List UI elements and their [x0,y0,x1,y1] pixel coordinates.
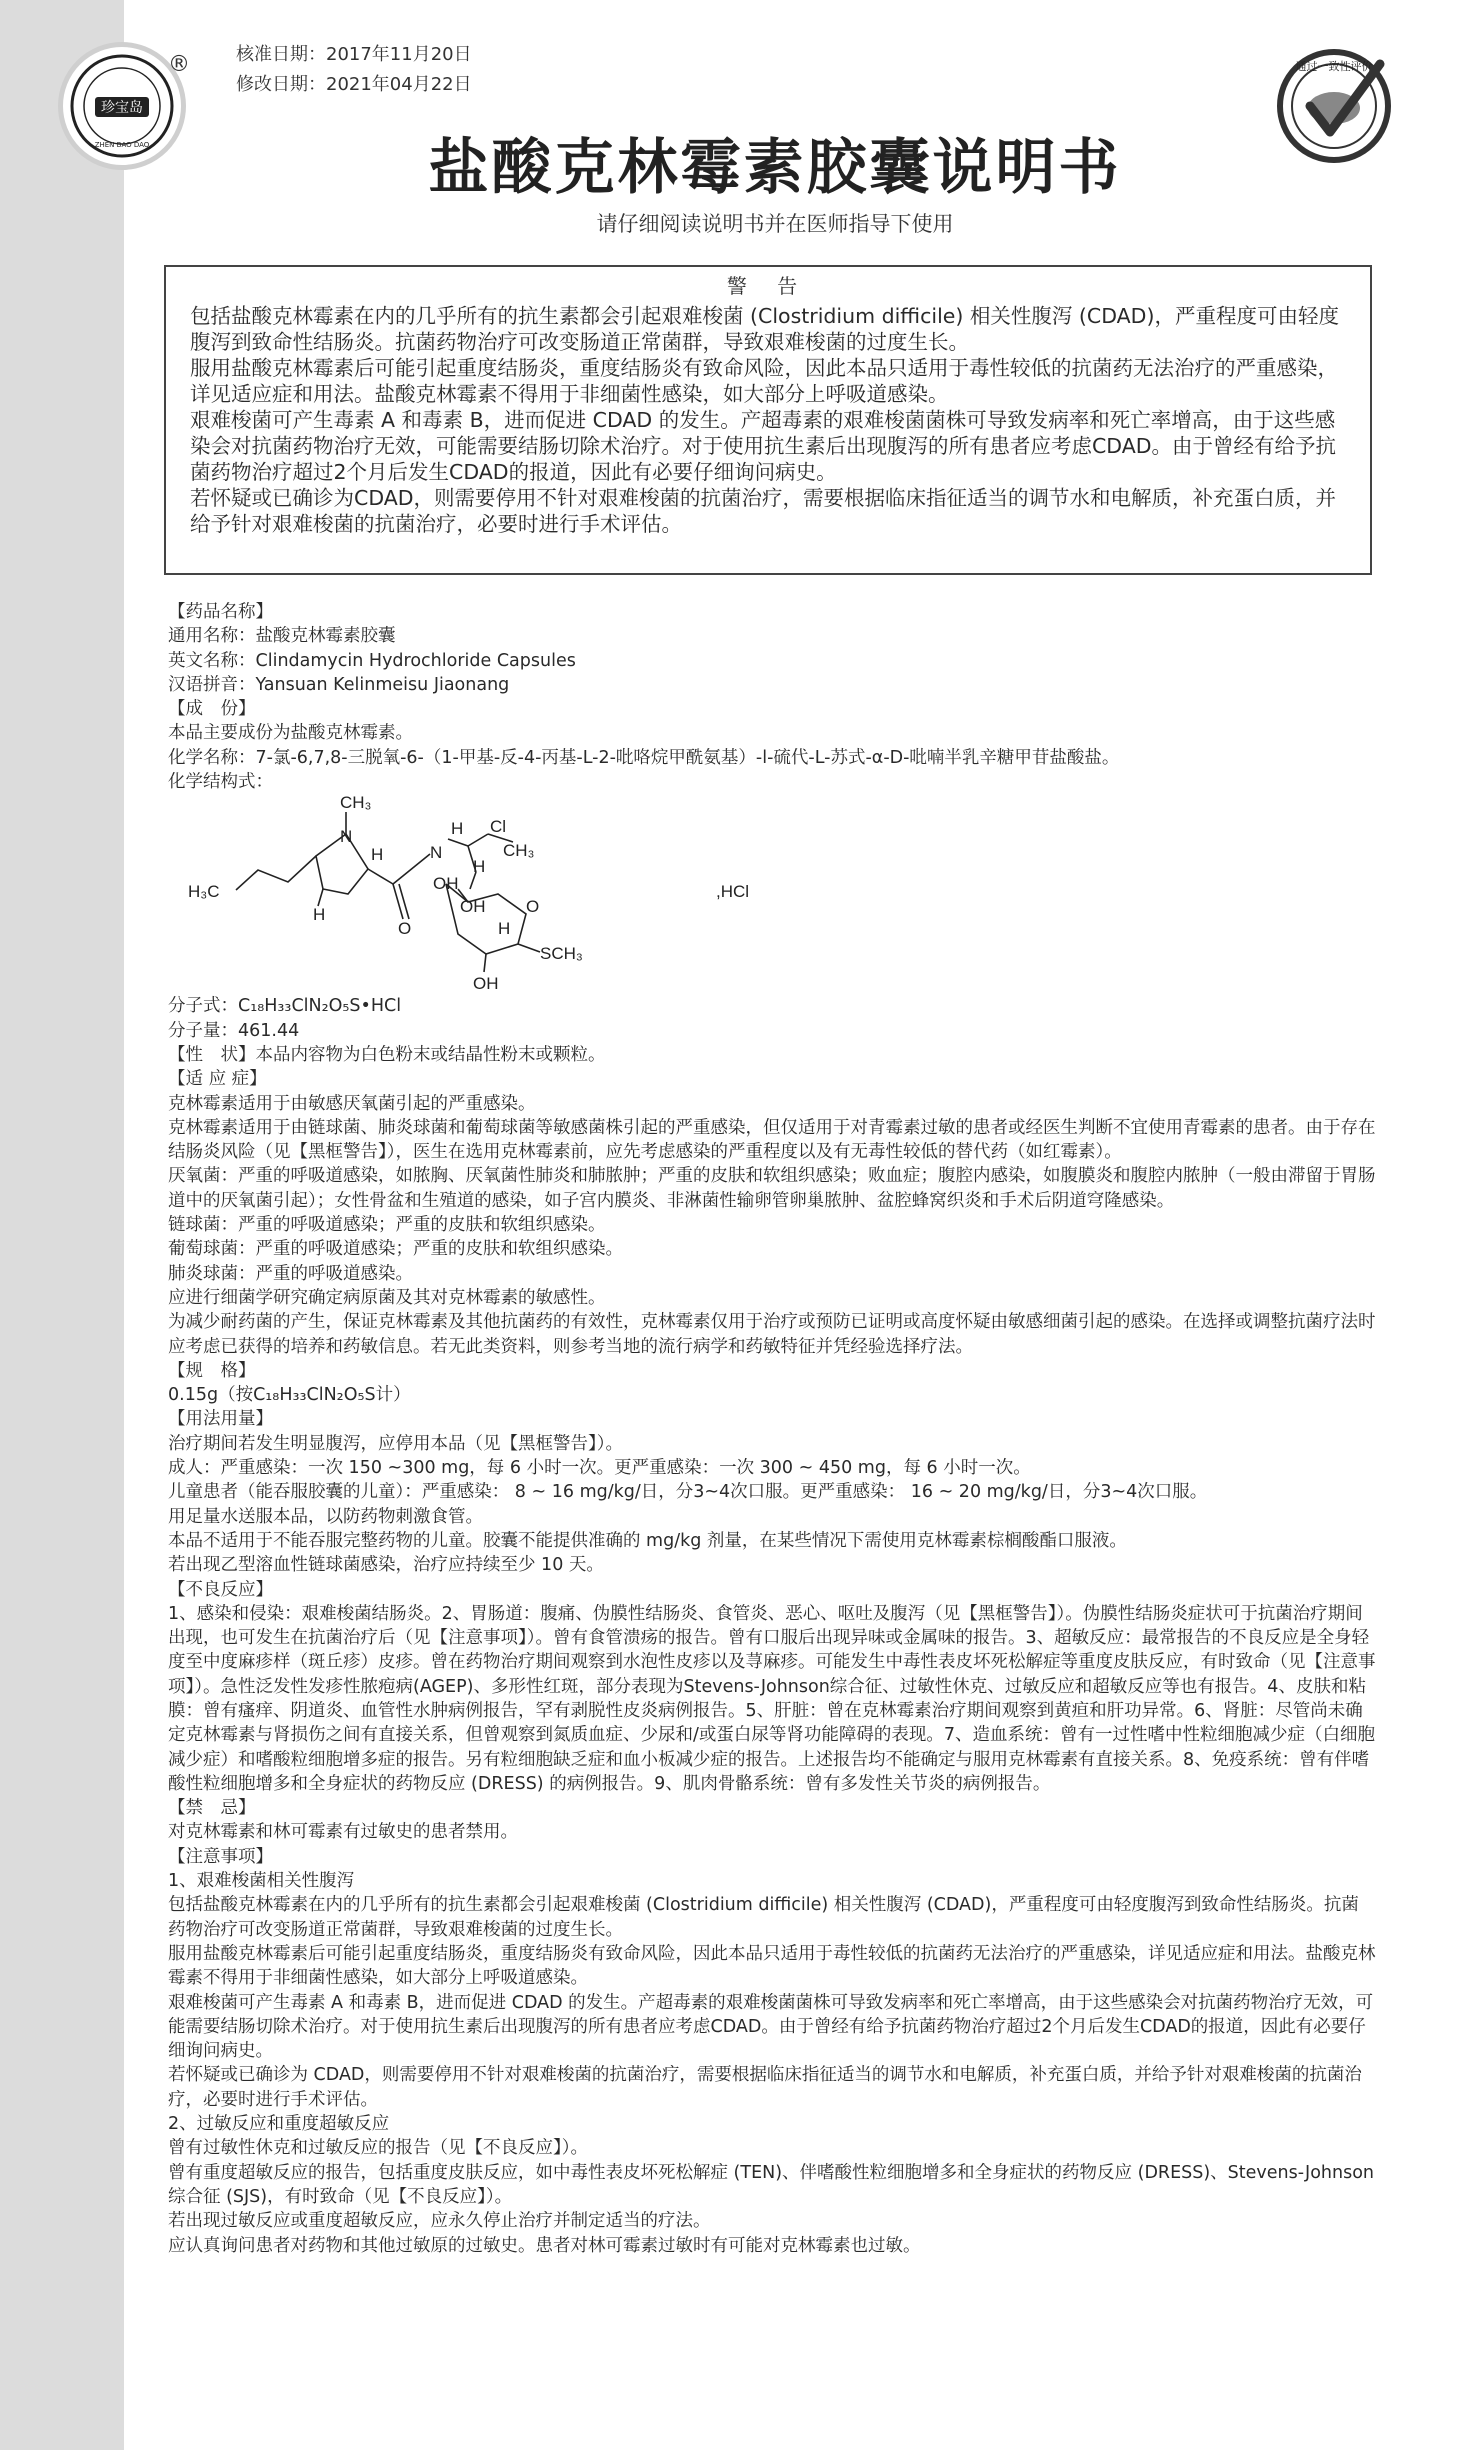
indications-text: 链球菌：严重的呼吸道感染；严重的皮肤和软组织感染。 [168,1215,606,1236]
structure-atom-label: N [340,827,353,847]
dosage-text: 本品不适用于不能吞服完整药物的儿童。胶囊不能提供准确的 mg/kg 剂量，在某些情况下需使用克林霉素棕榈酸酯口服液。 [168,1530,1127,1551]
pinyin-name: 汉语拼音：Yansuan Kelinmeisu Jiaonang [168,674,510,695]
specification-text: 0.15g（按C₁₈H₃₃ClN₂O₅S计） [168,1385,411,1406]
precautions-text: 艰难梭菌可产生毒素 A 和毒素 B，进而促进 CDAD 的发生。产超毒素的艰难梭菌菌株可导致发病率和死亡率增高，由于这些感染会对抗菌药物治疗无效，可能需要结肠切除术治疗。对于使用抗生素后出现腹泻的所有患者应考虑CDAD。由于曾经有给予抗菌药物治疗超过2个月后发生CDAD的报道，因此有必要仔细询问病史。 [168,1992,1374,2062]
dosage-text: 治疗期间若发生明显腹泻，应停用本品（见【黑框警告】）。 [168,1433,623,1454]
chemical-structure [168,794,1376,994]
leaflet-body [168,600,1376,2258]
section-heading-indications: 【适 应 症】 [168,1069,267,1090]
precautions-text: 服用盐酸克林霉素后可能引起重度结肠炎，重度结肠炎有致命风险，因此本品只适用于毒性较低的抗菌药无法治疗的严重感染，详见适应症和用法。盐酸克林霉素不得用于非细菌性感染，如大部分上呼吸道感染。 [168,1943,1376,1989]
section-heading-name: 【药品名称】 [168,602,273,622]
structure-atom-label: CH₃ [340,794,372,813]
structure-atom-label: O [526,897,540,917]
indications-text: 为减少耐药菌的产生，保证克林霉素及其他抗菌药的有效性，克林霉素仅用于治疗或预防已证明或高度怀疑由敏感细菌引起的感染。在选择或调整抗菌疗法时应考虑已获得的培养和药敏信息。若无此类资料，则参考当地的流行病学和药敏特征并凭经验选择疗法。 [168,1312,1376,1357]
approval-date: 核准日期：2017年11月20日 [236,44,472,65]
structure-atom-label: SCH₃ [540,944,583,964]
indications-text: 厌氧菌：严重的呼吸道感染，如脓胸、厌氧菌性肺炎和肺脓肿；严重的皮肤和软组织感染；败血症；腹腔内感染，如腹膜炎和腹腔内脓肿（一般由滞留于胃肠道中的厌氧菌引起）；女性骨盆和生殖道的感染，如子宫内膜炎、非淋菌性输卵管卵巢脓肿、盆腔蜂窝织炎和手术后阴道穹隆感染。 [168,1166,1376,1211]
logo-pinyin: ZHEN BAO DAO [94,141,150,149]
precautions-subheading: 1、艰难梭菌相关性腹泻 [168,1871,355,1892]
dosage-text: 用足量水送服本品，以防药物刺激食管。 [168,1506,483,1527]
page-title: 盐酸克林霉素胶囊说明书 [428,133,1122,203]
molecular-weight: 分子量：461.44 [168,1020,300,1041]
structure-atom-label: OH [433,874,459,894]
structure-atom-label: N [430,843,443,863]
molecular-formula: 分子式：C₁₈H₃₃ClN₂O₅S•HCl [168,996,402,1017]
warning-paragraph: 服用盐酸克林霉素后可能引起重度结肠炎，重度结肠炎有致命风险，因此本品只适用于毒性较低的抗菌药无法治疗的严重感染，详见适应症和用法。盐酸克林霉素不得用于非细菌性感染，如大部分上呼吸道感染。 [190,356,1338,406]
warning-paragraph: 包括盐酸克林霉素在内的几乎所有的抗生素都会引起艰难梭菌 (Clostridium difficile) 相关性腹泻 (CDAD)，严重程度可由轻度腹泻到致命性结肠炎。抗菌药物治疗可改变肠道正常菌群，导致艰难梭菌的过度生长。 [190,304,1339,354]
structure-atom-label: H [473,857,486,877]
precautions-text: 曾有重度超敏反应的报告，包括重度皮肤反应，如中毒性表皮坏死松解症 (TEN)、伴嗜酸性粒细胞增多和全身症状的药物反应 (DRESS)、Stevens-Johnson综合征 (SJS)，有时致命（见【不良反应】）。 [168,2162,1375,2207]
precautions-text: 包括盐酸克林霉素在内的几乎所有的抗生素都会引起艰难梭菌 (Clostridium difficile) 相关性腹泻 (CDAD)，严重程度可由轻度腹泻到致命性结肠炎。抗菌药物治疗可改变肠道正常菌群，导致艰难梭菌的过度生长。 [168,1895,1359,1940]
description: 【性 状】本品内容物为白色粉末或结晶性粉末或颗粒。 [168,1044,606,1065]
section-heading-composition: 【成 份】 [168,699,256,720]
structure-atom-label: CH₃ [503,841,535,861]
structure-atom-label: H₃C [188,882,220,902]
logo-text: 珍宝岛 [101,100,143,116]
structure-atom-label: O [398,919,412,939]
left-sidebar [0,0,124,2450]
indications-text: 葡萄球菌：严重的呼吸道感染；严重的皮肤和软组织感染。 [168,1239,623,1260]
section-heading-dosage: 【用法用量】 [168,1409,273,1430]
warning-paragraph: 若怀疑或已确诊为CDAD，则需要停用不针对艰难梭菌的抗菌治疗，需要根据临床指征适当的调节水和电解质，补充蛋白质，并给予针对艰难梭菌的抗菌治疗，必要时进行手术评估。 [190,486,1337,536]
structure-atom-label: H [313,905,326,925]
revision-date: 修改日期：2021年04月22日 [236,74,472,95]
structure-atom-label: ,HCl [716,882,750,902]
section-heading-specification: 【规 格】 [168,1360,256,1381]
seal-text: 通过一致性评价 [1295,60,1373,73]
indications-text: 应进行细菌学研究确定病原菌及其对克林霉素的敏感性。 [168,1287,606,1308]
structure-label: 化学结构式： [168,772,273,793]
dosage-text: 成人：严重感染：一次 150 ~300 mg，每 6 小时一次。更严重感染：一次 300 ~ 450 mg，每 6 小时一次。 [168,1458,1031,1479]
structure-atom-label: OH [473,974,499,994]
section-heading-adverse-reactions: 【不良反应】 [168,1579,273,1600]
chemical-name: 化学名称：7-氯-6,7,8-三脱氧-6-（1-甲基-反-4-丙基-L-2-吡咯烷甲酰氨基）-l-硫代-L-苏式-α-D-吡喃半乳辛糖甲苷盐酸盐。 [168,747,1120,768]
composition-text: 本品主要成份为盐酸克林霉素。 [168,723,413,744]
indications-text: 克林霉素适用于由敏感厌氧菌引起的严重感染。 [168,1093,536,1114]
section-heading-contraindications: 【禁 忌】 [168,1798,256,1819]
structure-atom-label: H [371,845,384,865]
section-heading-precautions: 【注意事项】 [168,1846,273,1867]
warning-paragraph: 艰难梭菌可产生毒素 A 和毒素 B，进而促进 CDAD 的发生。产超毒素的艰难梭菌菌株可导致发病率和死亡率增高，由于这些感染会对抗菌药物治疗无效，可能需要结肠切除术治疗。对于使用抗生素后出现腹泻的所有患者应考虑CDAD。由于曾经有给予抗菌药物治疗超过2个月后发生CDAD的报道，因此有必要仔细询问病史。 [190,408,1337,484]
precautions-subheading: 2、过敏反应和重度超敏反应 [168,2114,390,2135]
indications-text: 肺炎球菌：严重的呼吸道感染。 [168,1263,413,1284]
structure-atom-label: Cl [490,817,507,837]
precautions-text: 曾有过敏性休克和过敏反应的报告（见【不良反应】）。 [168,2138,588,2159]
header-dates [236,40,472,100]
precautions-text: 若出现过敏反应或重度超敏反应，应永久停止治疗并制定适当的疗法。 [168,2211,711,2232]
registered-mark: ® [168,52,190,77]
dosage-text: 若出现乙型溶血性链球菌感染，治疗应持续至少 10 天。 [168,1555,604,1576]
page-subtitle: 请仔细阅读说明书并在医师指导下使用 [596,212,954,236]
english-name: 英文名称：Clindamycin Hydrochloride Capsules [168,650,576,671]
warning-heading: 警 告 [726,274,810,298]
generic-name: 通用名称：盐酸克林霉素胶囊 [168,626,396,647]
dosage-text: 儿童患者（能吞服胶囊的儿童）：严重感染： 8 ~ 16 mg/kg/日，分3~4次口服。更严重感染： 16 ~ 20 mg/kg/日，分3~4次口服。 [168,1482,1208,1503]
adverse-reactions-text: 1、感染和侵染：艰难梭菌结肠炎。2、胃肠道：腹痛、伪膜性结肠炎、食管炎、恶心、呕吐及腹泻（见【黑框警告】）。伪膜性结肠炎症状可于抗菌治疗期间出现，也可发生在抗菌治疗后（见【注意事项】）。曾有食管溃疡的报告。曾有口服后出现异味或金属味的报告。3、超敏反应：最常报告的不良反应是全身轻度至中度麻疹样（斑丘疹）皮疹。曾在药物治疗期间观察到水泡性皮疹以及荨麻疹。可能发生中毒性表皮坏死松解症等重度皮肤反应，有时致命（见【注意事项】）。急性泛发性发疹性脓疱病(AGEP)、多形性红斑，部分表现为Stevens-Johnson综合征、过敏性休克、过敏反应和超敏反应等也有报告。4、皮肤和粘膜：曾有瘙痒、阴道炎、血管性水肿病例报告，罕有剥脱性皮炎病例报告。5、肝脏：曾在克林霉素治疗期间观察到黄疸和肝功异常。6、肾脏：尽管尚未确定克林霉素与肾损伤之间有直接关系，但曾观察到氮质血症、少尿和/或蛋白尿等肾功能障碍的表现。7、造血系统：曾有一过性嗜中性粒细胞减少症（白细胞减少症）和嗜酸粒细胞增多症的报告。另有粒细胞缺乏症和血小板减少症的报告。上述报告均不能确定与服用克林霉素有直接关系。8、免疫系统：曾有伴嗜酸性粒细胞增多和全身症状的药物反应 (DRESS) 的病例报告。9、肌肉骨骼系统：曾有多发性关节炎的病例报告。 [168,1603,1376,1794]
warning-box [164,265,1372,575]
precautions-text: 应认真询问患者对药物和其他过敏原的过敏史。患者对林可霉素过敏时有可能对克林霉素也过敏。 [168,2235,921,2256]
structure-atom-label: H [451,819,464,839]
indications-text: 克林霉素适用于由链球菌、肺炎球菌和葡萄球菌等敏感菌株引起的严重感染，但仅适用于对青霉素过敏的患者或经医生判断不宜使用青霉素的患者。由于存在结肠炎风险（见【黑框警告】），医生在选用克林霉素前，应先考虑感染的严重程度以及有无毒性较低的替代药（如红霉素）。 [168,1117,1376,1163]
structure-atom-label: OH [460,897,486,917]
chemical-structure-diagram [168,794,868,994]
structure-atom-label: H [498,919,511,939]
precautions-text: 若怀疑或已确诊为 CDAD，则需要停用不针对艰难梭菌的抗菌治疗，需要根据临床指征适当的调节水和电解质，补充蛋白质，并给予针对艰难梭菌的抗菌治疗，必要时进行手术评估。 [168,2065,1362,2110]
contraindications-text: 对克林霉素和林可霉素有过敏史的患者禁用。 [168,1822,518,1843]
